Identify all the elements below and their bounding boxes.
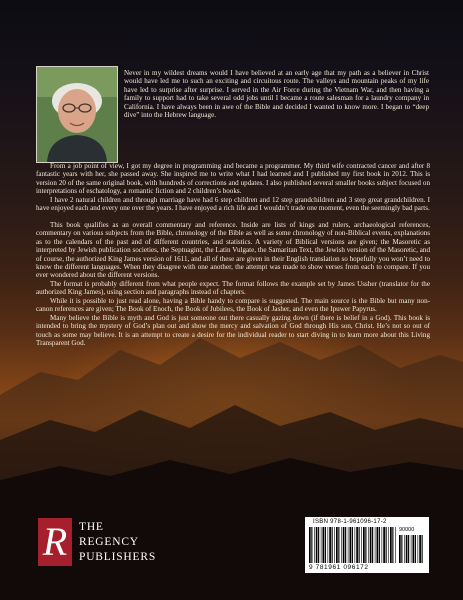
barcode-bar (368, 527, 369, 563)
barcode-bar (386, 527, 387, 563)
barcode-bar (379, 527, 380, 563)
author-intro-text (124, 69, 429, 120)
barcode-bar (365, 527, 366, 563)
barcode-bar (323, 527, 325, 563)
barcode-bar (411, 535, 412, 563)
barcode-bar (356, 527, 358, 563)
barcode-bar (332, 527, 333, 563)
barcode-bar (343, 527, 345, 563)
barcode-bar (399, 535, 401, 563)
barcode-bar (311, 527, 312, 563)
barcode-bar (314, 527, 315, 563)
barcode-bar (383, 527, 385, 563)
barcode-bar (329, 527, 331, 563)
barcode-bar (401, 535, 402, 563)
publisher-name-line3: PUBLISHERS (79, 551, 157, 563)
barcode-bar (372, 527, 373, 563)
publisher-name (79, 520, 156, 565)
barcode-bar (348, 527, 349, 563)
isbn-barcode (305, 517, 429, 573)
barcode-bar (404, 535, 405, 563)
publisher-logo (38, 518, 188, 568)
barcode-bar (408, 535, 409, 563)
barcode-bar (352, 527, 353, 563)
barcode-bar (325, 527, 326, 563)
barcode-bar (309, 527, 311, 563)
barcode-bar (390, 527, 392, 563)
publisher-name-line1: THE (79, 521, 104, 533)
publisher-logo-mark: R (38, 518, 72, 566)
intro-paragraph: Never in my wildest dreams would I have believed at an early age that my path as a believer in Christ would have led me to such an exciting and circuitous route. The valleys and mountain peaks of my life have led to surprise after surprise. I served in the Air Force during the Vietnam War, and then having a family to support had to take several odd jobs until I became a route salesman for a laundry company in California. I have always been in awe of the Bible and decided I wanted to know more. I began to “deep dive” into the Hebrew language. (124, 69, 429, 120)
barcode-bar (359, 527, 360, 563)
barcode-bar (321, 527, 322, 563)
barcode-bar (370, 527, 372, 563)
addon-barcode-bars (399, 535, 425, 563)
paragraph-format: The format is probably different from what people expect. The format follows the example set by James Ussher (translator for the authorized King James), using section and paragraphs instead of chapters. (36, 279, 430, 297)
barcode-bar (361, 527, 362, 563)
paragraph-career: From a job point of view, I got my degree in programming and became a programmer. My third wife contracted cancer and after 8 fantastic years with her, she passed away. She inspired me to write what I had learned and I published my first book in 2012. This is version 20 of the same original book, with hundreds of corrections and updates. I also published several smaller books subject focused on interpretations of eschatology, a romantic fiction and 2 children’s books. (36, 162, 430, 196)
description-text (36, 162, 430, 348)
barcode-bar (413, 535, 415, 563)
barcode-bar (382, 527, 383, 563)
barcode-bar (419, 535, 421, 563)
barcode-bar (345, 527, 346, 563)
isbn-label: ISBN 978-1-961096-17-2 (313, 519, 387, 525)
barcode-bar (406, 535, 408, 563)
paragraph-family: I have 2 natural children and through marriage have had 6 step children and 12 step grandchildren and 3 step great grandchildren. I have enjoyed each and every one over the years. I have enjoyed a rich life and I wouldn’t trade one moment, even the seemingly bad parts. (36, 195, 430, 213)
barcode-bar (395, 527, 396, 563)
barcode-bar (328, 527, 329, 563)
barcode-bar (392, 527, 393, 563)
barcode-bar (338, 527, 339, 563)
barcode-bar (341, 527, 342, 563)
barcode-bar (350, 527, 352, 563)
barcode-bars (309, 527, 397, 563)
paragraph-purpose: Many believe the Bible is myth and God is just someone out there casually gazing down (if there is belief in a God). This book is intended to bring the mystery of God’s plan out and show the mercy and salvation of God through His son, Christ. He’s not so out of touch as some may believe. It is an attempt to create a desire for the individual reader to start diving in to learn more about this Living Transparent God. (36, 313, 430, 348)
barcode-bar (375, 527, 376, 563)
barcode-bar (336, 527, 338, 563)
barcode-bar (363, 527, 365, 563)
barcode-bar (355, 527, 356, 563)
author-photo (36, 66, 118, 163)
barcode-bar (418, 535, 419, 563)
barcode-bar (318, 527, 319, 563)
publisher-name-line2: REGENCY (79, 536, 139, 548)
barcode-bar (388, 527, 389, 563)
paragraph-contents: This book qualifies as an overall commentary and reference. Inside are lists of kings and rulers, archaeological references, commentary on various subjects from the Bible, chronology of the Bible as well as some chronology of non-Biblical events, explanations as to the calendars of the past and of different countries, and statistics. A variety of Biblical versions are given; the Masoretic as interpreted by Jewish publication societies, the Septuagint, the Latin Vulgate, the Samaritan Text, the Jewish version of the Masoretic, and of course, the authorized King James version of 1611, and all of these are given in their English translation so hopefully you won’t need to know the different languages. When they disagree with one another, the attempt was made to show verses from each to compare. If you ever wondered about the different versions. (36, 220, 430, 280)
barcode-digits: 9 781961 096172 (309, 564, 369, 571)
barcode-bar (316, 527, 318, 563)
barcode-bar (415, 535, 416, 563)
paragraph-sources: While it is possible to just read alone, having a Bible handy to compare is suggested. The main source is the Bible but many non-canon references are given; The Book of Enoch, the Book of Jubilees, the Book of Jasher, and even the Ipuwer Papyrus. (36, 296, 430, 314)
barcode-bar (377, 527, 379, 563)
barcode-bar (422, 535, 423, 563)
price-code: 90000 (399, 527, 415, 533)
barcode-bar (334, 527, 335, 563)
